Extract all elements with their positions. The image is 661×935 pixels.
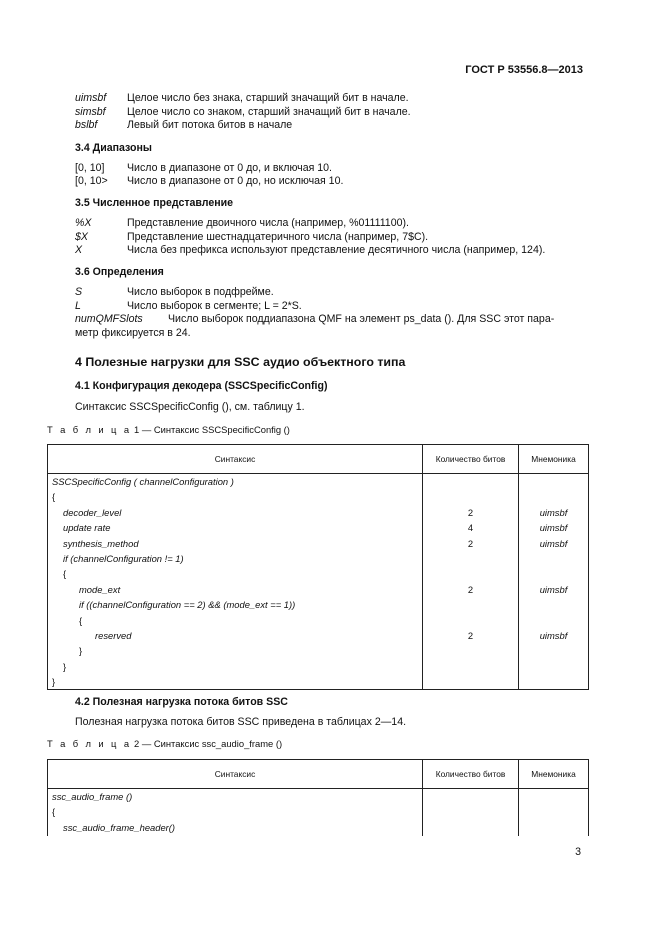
- mnemonic-cell: [519, 613, 588, 628]
- bits-cell: [423, 643, 518, 658]
- syntax-line: SSCSpecificConfig ( channelConfiguration ): [52, 476, 234, 487]
- bits-cell: 2: [467, 629, 474, 641]
- mnemonic-column: [519, 789, 589, 837]
- table-header-row: [48, 445, 589, 474]
- numqmfslots-term: numQMFSlots: [75, 313, 143, 325]
- range-row: [75, 174, 344, 188]
- bits-column: [423, 789, 519, 837]
- section-3-6-title: 3.6 Определения: [75, 266, 164, 278]
- syntax-line: }: [63, 660, 67, 672]
- numqmfslots-desc-line1: Число выборок поддиапазона QMF на элемент ps_data (). Для SSC этот пара-: [168, 313, 555, 325]
- table1-caption: [47, 424, 290, 435]
- mnemonic-cell: uimsbf: [539, 537, 568, 549]
- range-desc: Число в диапазоне от 0 до, но исключая 10.: [127, 175, 344, 187]
- syntax-column: [48, 474, 423, 690]
- numqmfslots-desc-line2: метр фиксируется в 24.: [75, 327, 191, 339]
- mnemonic-cell: uimsbf: [539, 522, 568, 534]
- mnemonic-cell: [519, 659, 588, 674]
- definition-term: L: [75, 300, 81, 312]
- section-4-2-text: Полезная нагрузка потока битов SSC приведена в таблицах 2—14.: [75, 716, 407, 728]
- syntax-line: {: [79, 614, 83, 626]
- section-4-title: 4 Полезные нагрузки для SSC аудио объектного типа: [75, 355, 406, 369]
- syntax-line: mode_ext: [79, 583, 121, 595]
- bits-cell: [423, 674, 518, 689]
- table2-caption-rest: 2 — Синтаксис ssc_audio_frame (): [131, 738, 283, 749]
- definition-row: [75, 299, 302, 313]
- definition-desc: Число выборок в подфрейме.: [127, 286, 274, 298]
- mnemonic-cell: [519, 789, 588, 804]
- numeric-term: X: [75, 244, 83, 256]
- section-4-1-title: 4.1 Конфигурация декодера (SSCSpecificConfig): [75, 380, 328, 392]
- bits-cell: [423, 489, 518, 504]
- syntax-line: if (channelConfiguration != 1): [63, 552, 184, 564]
- numeric-row: [75, 230, 429, 244]
- syntax-line: }: [52, 676, 56, 688]
- bits-cell: [423, 566, 518, 581]
- mnemonic-cell: [519, 489, 588, 504]
- range-desc: Число в диапазоне от 0 до, и включая 10.: [127, 162, 333, 174]
- numeric-desc: Представление шестнадцатеричного числа (например, 7$C).: [127, 231, 429, 243]
- bits-cell: 2: [467, 583, 474, 595]
- mnemonic-cell: [519, 551, 588, 566]
- mnemonic-cell: [519, 643, 588, 658]
- mnemonic-column: [519, 474, 589, 690]
- section-3-4-title: 3.4 Диапазоны: [75, 142, 152, 154]
- page-number: 3: [575, 846, 581, 858]
- syntax-line: {: [63, 568, 67, 580]
- mnemonic-cell: [519, 674, 588, 689]
- syntax-column: [48, 789, 423, 837]
- mnemonic-cell: [519, 566, 588, 581]
- mnemonic-cell: [519, 474, 588, 489]
- table2-caption-prefix: Т а б л и ц а: [47, 738, 132, 749]
- mnemonic-cell: uimsbf: [539, 583, 568, 595]
- mnemonic-cell: [519, 820, 588, 835]
- range-term: [0, 10]: [75, 162, 105, 174]
- numeric-desc: Представление двоичного числа (например, %01111100).: [127, 217, 409, 229]
- section-4-1-text: Синтаксис SSCSpecificConfig (), см. таблицу 1.: [75, 401, 305, 413]
- syntax-line: synthesis_method: [63, 537, 139, 549]
- definition-desc: Число выборок в сегменте; L = 2*S.: [127, 300, 302, 312]
- bits-cell: [423, 659, 518, 674]
- range-term: [0, 10>: [75, 175, 108, 187]
- bits-column: [423, 474, 519, 690]
- mnemonic-term: uimsbf: [75, 92, 107, 104]
- syntax-line: {: [52, 491, 56, 503]
- mnemonic-desc: Целое число со знаком, старший значащий бит в начале.: [127, 106, 411, 118]
- section-4-2-title: 4.2 Полезная нагрузка потока битов SSC: [75, 696, 288, 708]
- numeric-desc: Числа без префикса используют представление десятичного числа (например, 124).: [127, 244, 546, 256]
- syntax-line: {: [52, 806, 56, 818]
- table1-caption-prefix: Т а б л и ц а: [47, 424, 132, 435]
- bits-cell: 2: [467, 537, 474, 549]
- range-row: [75, 161, 333, 175]
- mnemonic-cell: [519, 597, 588, 612]
- definition-row: [75, 285, 274, 299]
- bits-cell: [423, 474, 518, 489]
- table1-caption-rest: 1 — Синтаксис SSCSpecificConfig (): [131, 424, 290, 435]
- table-body: [48, 474, 589, 690]
- table-header-row: [48, 760, 589, 789]
- bits-cell: [423, 597, 518, 612]
- numeric-term: %X: [75, 217, 92, 229]
- syntax-line: }: [79, 645, 83, 657]
- section-3-5-title: 3.5 Численное представление: [75, 197, 234, 209]
- table-1: [47, 444, 589, 690]
- mnemonic-desc: Левый бит потока битов в начале: [127, 119, 293, 131]
- definition-term: S: [75, 286, 83, 298]
- header-bits: Количество битов: [423, 445, 519, 474]
- bits-cell: [423, 789, 518, 804]
- header-syntax: Синтаксис: [48, 760, 423, 789]
- mnemonic-term: simsbf: [75, 106, 106, 118]
- mnemonic-cell: uimsbf: [539, 506, 568, 518]
- bits-cell: [423, 804, 518, 819]
- mnemonic-desc: Целое число без знака, старший значащий бит в начале.: [127, 92, 409, 104]
- header-bits: Количество битов: [423, 760, 519, 789]
- numeric-row: [75, 216, 409, 230]
- numeric-row: [75, 243, 546, 257]
- bits-cell: 4: [467, 522, 474, 534]
- mnemonic-cell: uimsbf: [539, 629, 568, 641]
- syntax-line: if ((channelConfiguration == 2) && (mode_ext == 1)): [79, 599, 296, 611]
- table-body: [48, 789, 589, 837]
- table-2: [47, 759, 589, 836]
- header-mnemonic: Мнемоника: [519, 760, 589, 789]
- syntax-line: ssc_audio_frame (): [52, 791, 133, 802]
- mnemonic-row: [75, 91, 409, 105]
- numeric-term: $X: [75, 231, 88, 243]
- bits-cell: [423, 551, 518, 566]
- header-mnemonic: Мнемоника: [519, 445, 589, 474]
- header-syntax: Синтаксис: [48, 445, 423, 474]
- bits-cell: 2: [467, 506, 474, 518]
- syntax-line: decoder_level: [63, 506, 122, 518]
- bits-cell: [423, 820, 518, 835]
- syntax-line: ssc_audio_frame_header(): [63, 821, 176, 833]
- mnemonic-cell: [519, 804, 588, 819]
- mnemonic-row: [75, 118, 293, 132]
- bits-cell: [423, 613, 518, 628]
- document-header: ГОСТ Р 53556.8—2013: [465, 64, 583, 76]
- mnemonic-term: bslbf: [75, 119, 98, 131]
- syntax-line: reserved: [95, 629, 132, 641]
- table2-caption: [47, 738, 282, 749]
- mnemonic-row: [75, 105, 411, 119]
- syntax-line: update rate: [63, 522, 111, 534]
